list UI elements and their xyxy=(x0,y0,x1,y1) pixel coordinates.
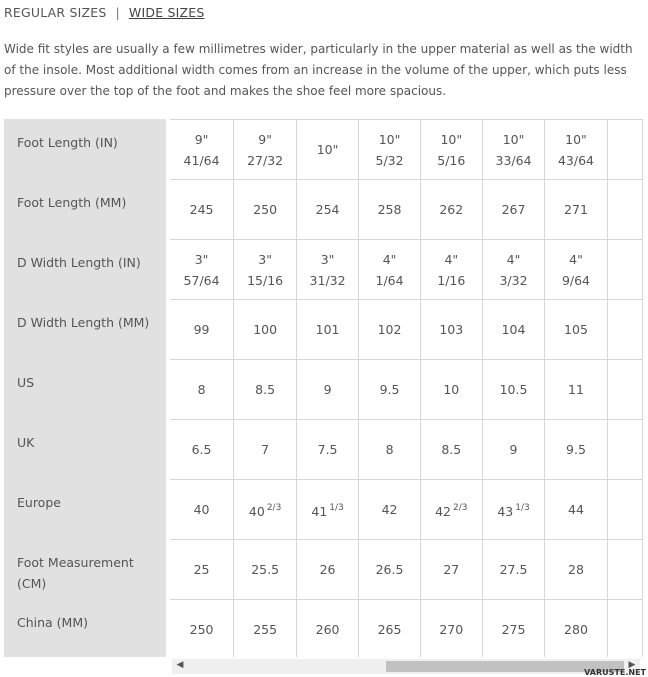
table-cell xyxy=(420,360,482,420)
cell-value: 102 xyxy=(377,322,402,337)
scroll-left-icon[interactable]: ◀ xyxy=(176,660,184,670)
cell-value: 267 xyxy=(501,202,526,217)
table-cell xyxy=(420,600,482,658)
table-cell-overflow xyxy=(607,300,642,360)
table-cell xyxy=(296,300,358,360)
cell-value: 42 xyxy=(381,502,398,517)
cell-value: 9 xyxy=(509,442,518,457)
table-row xyxy=(5,360,643,420)
table-cell xyxy=(234,420,296,480)
table-cell xyxy=(545,240,607,300)
row-label: US xyxy=(5,360,168,420)
table-cell xyxy=(359,600,420,658)
table-cell xyxy=(359,360,420,420)
cell-value: 7.5 xyxy=(317,442,338,457)
table-cell xyxy=(359,120,420,180)
cell-value: 104 xyxy=(501,322,526,337)
table-cell xyxy=(482,300,544,360)
cell-fraction: 27/32 xyxy=(247,152,284,168)
cell-value: 270 xyxy=(439,622,464,637)
cell-fraction: 5/32 xyxy=(375,152,404,168)
cell-fraction: 1/64 xyxy=(375,272,404,288)
size-tabs xyxy=(4,5,204,20)
tab-separator: | xyxy=(115,5,120,20)
table-cell xyxy=(168,540,234,600)
cell-value: 260 xyxy=(315,622,340,637)
table-cell xyxy=(482,420,544,480)
cell-value: 10" xyxy=(378,131,401,147)
cell-value: 250 xyxy=(189,622,214,637)
table-cell xyxy=(545,420,607,480)
table-cell xyxy=(296,360,358,420)
table-cell xyxy=(168,360,234,420)
table-cell xyxy=(168,600,234,658)
cell-value: 4" xyxy=(569,251,583,267)
table-cell xyxy=(296,420,358,480)
table-cell xyxy=(234,600,296,658)
table-cell xyxy=(168,300,234,360)
table-cell xyxy=(234,240,296,300)
cell-value: 254 xyxy=(315,202,340,217)
cell-fraction: 1/16 xyxy=(437,272,466,288)
table-row xyxy=(5,480,643,540)
cell-value: 4" xyxy=(444,251,459,267)
cell-value: 10" xyxy=(440,131,463,147)
table-row xyxy=(5,300,643,360)
scroll-right-icon[interactable]: ▶ xyxy=(628,660,636,670)
table-cell xyxy=(296,240,358,300)
cell-fraction: 5/16 xyxy=(437,152,466,168)
cell-value: 3" xyxy=(258,251,272,267)
table-row xyxy=(5,180,643,240)
row-label: Foot Length (MM) xyxy=(5,180,168,240)
cell-value: 100 xyxy=(253,322,278,337)
row-label: D Width Length (MM) xyxy=(5,300,168,360)
table-cell xyxy=(545,360,607,420)
cell-fraction: 3/32 xyxy=(499,272,528,288)
table-cell xyxy=(359,480,420,540)
table-cell xyxy=(420,120,482,180)
table-cell xyxy=(420,300,482,360)
tab-regular-sizes[interactable]: REGULAR SIZES xyxy=(4,5,107,20)
cell-value: 6.5 xyxy=(191,442,212,457)
table-cell xyxy=(482,540,544,600)
table-cell-overflow xyxy=(607,420,642,480)
table-cell xyxy=(482,180,544,240)
cell-value: 8 xyxy=(197,382,206,397)
cell-value: 280 xyxy=(564,622,588,637)
cell-value: 43 xyxy=(497,503,514,519)
cell-fraction: 33/64 xyxy=(495,152,532,168)
cell-value: 9" xyxy=(194,131,209,147)
cell-value: 7 xyxy=(261,442,270,457)
cell-value: 10" xyxy=(502,131,525,147)
table-cell xyxy=(296,120,358,180)
size-chart-table xyxy=(4,119,643,657)
cell-value: 255 xyxy=(253,622,278,637)
table-cell xyxy=(234,120,296,180)
table-cell xyxy=(168,180,234,240)
cell-value: 11 xyxy=(568,382,584,397)
cell-fraction: 2/3 xyxy=(266,502,282,513)
size-table-container[interactable] xyxy=(4,119,643,657)
table-cell xyxy=(359,540,420,600)
cell-value: 4" xyxy=(382,251,397,267)
cell-value: 101 xyxy=(315,322,340,337)
table-cell xyxy=(482,240,544,300)
table-cell xyxy=(420,180,482,240)
table-cell xyxy=(168,420,234,480)
cell-value: 44 xyxy=(568,502,584,517)
table-cell xyxy=(359,180,420,240)
cell-fraction: 31/32 xyxy=(309,272,346,288)
cell-value: 271 xyxy=(564,202,588,217)
cell-fraction: 2/3 xyxy=(453,502,468,513)
cell-value: 8.5 xyxy=(441,442,462,457)
cell-value: 8.5 xyxy=(255,382,276,397)
row-label: D Width Length (IN) xyxy=(5,240,168,300)
cell-value: 26.5 xyxy=(375,562,404,577)
table-row xyxy=(5,240,643,300)
table-cell xyxy=(296,540,358,600)
table-cell xyxy=(482,600,544,658)
cell-value: 9.5 xyxy=(379,382,400,397)
table-cell-overflow xyxy=(607,240,642,300)
cell-value: 26 xyxy=(319,562,336,577)
cell-value: 10" xyxy=(565,131,587,147)
table-cell-overflow xyxy=(607,360,642,420)
cell-value: 258 xyxy=(377,202,402,217)
tab-wide-sizes[interactable]: WIDE SIZES xyxy=(128,5,205,20)
cell-value: 25.5 xyxy=(251,562,280,577)
watermark: VARUSTE.NET xyxy=(584,668,646,677)
wide-fit-description: Wide fit styles are usually a few millimetres wider, particularly in the upper material as well as the width of the insole. Most additional width comes from an increase in the volume of the upper, which puts less pressure over the top of the foot and makes the shoe feel more spacious. xyxy=(4,42,633,98)
table-cell xyxy=(482,480,544,540)
table-cell xyxy=(168,240,234,300)
table-cell xyxy=(296,600,358,658)
table-cell xyxy=(420,480,482,540)
table-cell xyxy=(234,180,296,240)
cell-fraction: 41/64 xyxy=(183,152,220,168)
table-cell xyxy=(420,420,482,480)
cell-value: 103 xyxy=(439,322,464,337)
table-cell-overflow xyxy=(607,540,642,600)
cell-fraction: 9/64 xyxy=(561,272,591,288)
table-cell-overflow xyxy=(607,120,642,180)
table-cell xyxy=(420,540,482,600)
table-cell xyxy=(234,300,296,360)
cell-value: 27.5 xyxy=(499,562,528,577)
table-cell-overflow xyxy=(607,600,642,658)
cell-value: 10 xyxy=(443,382,460,397)
cell-fraction: 1/3 xyxy=(515,502,530,513)
cell-value: 25 xyxy=(193,562,210,577)
table-cell xyxy=(168,480,234,540)
table-cell xyxy=(420,240,482,300)
cell-value: 262 xyxy=(439,202,464,217)
cell-value: 105 xyxy=(564,322,588,337)
row-label: UK xyxy=(5,420,168,480)
row-label: China (MM) xyxy=(5,600,168,658)
row-label: Foot Length (IN) xyxy=(5,120,168,180)
cell-value: 275 xyxy=(501,622,526,637)
table-cell xyxy=(234,480,296,540)
table-row xyxy=(5,420,643,480)
table-cell xyxy=(359,420,420,480)
table-row xyxy=(5,600,643,658)
table-cell xyxy=(296,180,358,240)
table-row xyxy=(5,120,643,180)
cell-value: 3" xyxy=(320,251,335,267)
table-cell-overflow xyxy=(607,180,642,240)
cell-value: 41 xyxy=(311,503,328,519)
cell-value: 265 xyxy=(377,622,402,637)
cell-value: 245 xyxy=(189,202,214,217)
table-cell xyxy=(234,360,296,420)
cell-value: 40 xyxy=(193,502,210,517)
table-cell xyxy=(296,480,358,540)
table-cell xyxy=(482,120,544,180)
cell-value: 40 xyxy=(248,503,265,519)
cell-value: 250 xyxy=(253,202,278,217)
table-cell xyxy=(359,300,420,360)
table-row xyxy=(5,540,643,600)
table-cell xyxy=(545,180,607,240)
horizontal-scrollbar[interactable] xyxy=(172,659,640,674)
cell-value: 3" xyxy=(194,251,209,267)
cell-value: 10" xyxy=(316,142,339,157)
table-cell xyxy=(545,540,607,600)
cell-value: 27 xyxy=(443,562,460,577)
cell-value: 10.5 xyxy=(499,382,528,397)
cell-value: 42 xyxy=(435,503,451,519)
cell-value: 9" xyxy=(258,131,272,147)
table-cell xyxy=(545,300,607,360)
row-label: Foot Measurement (CM) xyxy=(5,540,168,600)
cell-value: 28 xyxy=(568,562,584,577)
cell-fraction: 43/64 xyxy=(557,152,594,168)
table-cell xyxy=(234,540,296,600)
cell-value: 9 xyxy=(323,382,332,397)
cell-fraction: 15/16 xyxy=(247,272,284,288)
cell-fraction: 1/3 xyxy=(329,502,344,513)
table-cell xyxy=(168,120,234,180)
table-cell xyxy=(482,360,544,420)
table-cell-overflow xyxy=(607,480,642,540)
cell-value: 9.5 xyxy=(566,442,586,457)
table-cell xyxy=(545,120,607,180)
cell-fraction: 57/64 xyxy=(183,272,220,288)
table-cell xyxy=(545,600,607,658)
row-label: Europe xyxy=(5,480,168,540)
table-cell xyxy=(359,240,420,300)
cell-value: 99 xyxy=(193,322,210,337)
table-cell xyxy=(545,480,607,540)
cell-value: 8 xyxy=(385,442,394,457)
cell-value: 4" xyxy=(506,251,521,267)
